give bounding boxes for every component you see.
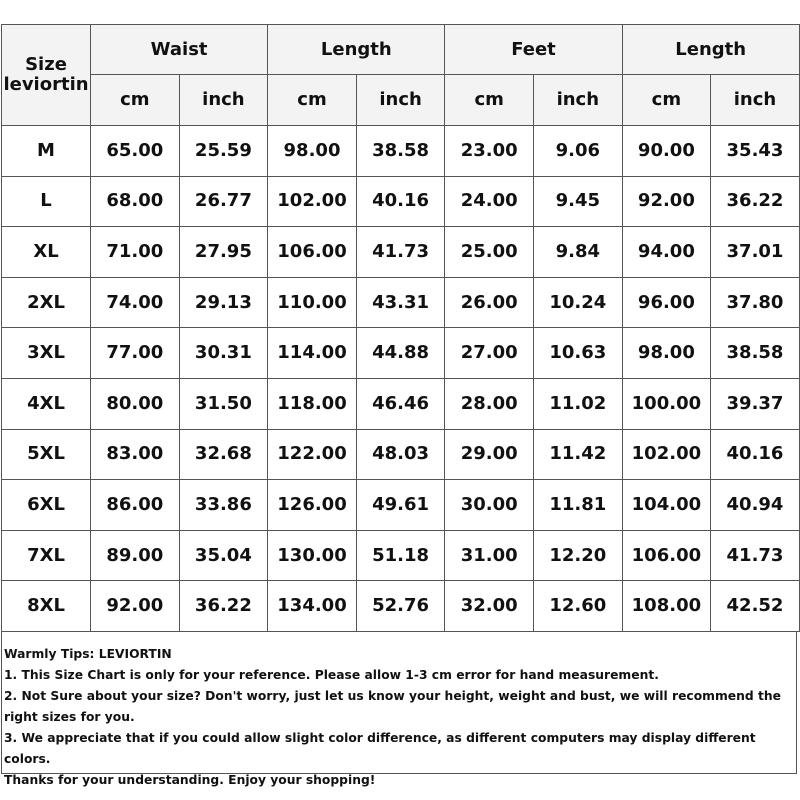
measurement-cell: 106.00: [622, 530, 711, 581]
table-row: [2, 480, 800, 531]
tip-line: 2. Not Sure about your size? Don't worry, just let us know your height, weight and bust, we will recommend the right sizes for you.: [4, 688, 781, 724]
measurement-cell: 23.00: [445, 126, 534, 177]
size-cell: XL: [2, 227, 91, 278]
measurement-cell: 10.63: [534, 328, 623, 379]
measurement-cell: 43.31: [356, 277, 445, 328]
measurement-cell: 12.20: [534, 530, 623, 581]
measurement-cell: 80.00: [91, 378, 180, 429]
tip-line: 1. This Size Chart is only for your reference. Please allow 1-3 cm error for hand measurement.: [4, 667, 659, 682]
size-table: [1, 24, 800, 632]
measurement-cell: 100.00: [622, 378, 711, 429]
measurement-cell: 102.00: [268, 176, 357, 227]
measurement-cell: 51.18: [356, 530, 445, 581]
size-header-label: Size: [25, 54, 67, 76]
size-cell: 7XL: [2, 530, 91, 581]
unit-header-row: [2, 75, 800, 126]
measurement-cell: 98.00: [268, 126, 357, 177]
measurement-cell: 122.00: [268, 429, 357, 480]
measurement-cell: 37.01: [711, 227, 800, 278]
unit-header: cm: [445, 75, 534, 126]
unit-header: cm: [622, 75, 711, 126]
measurement-cell: 118.00: [268, 378, 357, 429]
measurement-cell: 108.00: [622, 581, 711, 632]
measurement-cell: 71.00: [91, 227, 180, 278]
measurement-cell: 12.60: [534, 581, 623, 632]
measurement-cell: 26.77: [179, 176, 268, 227]
measurement-cell: 11.02: [534, 378, 623, 429]
measurement-cell: 24.00: [445, 176, 534, 227]
measurement-cell: 46.46: [356, 378, 445, 429]
size-cell: 2XL: [2, 277, 91, 328]
measurement-cell: 102.00: [622, 429, 711, 480]
unit-header: inch: [356, 75, 445, 126]
measurement-cell: 32.00: [445, 581, 534, 632]
measurement-cell: 10.24: [534, 277, 623, 328]
measurement-cell: 90.00: [622, 126, 711, 177]
measurement-cell: 9.84: [534, 227, 623, 278]
measurement-cell: 114.00: [268, 328, 357, 379]
tip-line: 3. We appreciate that if you could allow slight color difference, as different computers may display different colors.: [4, 730, 756, 766]
size-cell: 5XL: [2, 429, 91, 480]
measurement-cell: 35.43: [711, 126, 800, 177]
measurement-cell: 38.58: [356, 126, 445, 177]
tips-title: Warmly Tips: LEVIORTIN: [4, 646, 172, 661]
size-cell: M: [2, 126, 91, 177]
brand-header-label: leviortin: [3, 74, 89, 95]
table-row: [2, 227, 800, 278]
measurement-cell: 68.00: [91, 176, 180, 227]
tip-line: Thanks for your understanding. Enjoy your shopping!: [4, 772, 376, 787]
measurement-cell: 48.03: [356, 429, 445, 480]
size-column-header: [2, 25, 91, 126]
size-cell: 3XL: [2, 328, 91, 379]
measurement-cell: 44.88: [356, 328, 445, 379]
measurement-cell: 49.61: [356, 480, 445, 531]
measurement-cell: 36.22: [711, 176, 800, 227]
measurement-cell: 30.00: [445, 480, 534, 531]
measurement-cell: 38.58: [711, 328, 800, 379]
measurement-cell: 37.80: [711, 277, 800, 328]
measurement-cell: 92.00: [622, 176, 711, 227]
measurement-cell: 9.45: [534, 176, 623, 227]
measurement-cell: 92.00: [91, 581, 180, 632]
measurement-cell: 27.95: [179, 227, 268, 278]
measurement-cell: 25.00: [445, 227, 534, 278]
size-cell: L: [2, 176, 91, 227]
group-header-length: Length: [268, 25, 445, 75]
size-cell: 6XL: [2, 480, 91, 531]
measurement-cell: 27.00: [445, 328, 534, 379]
measurement-cell: 11.42: [534, 429, 623, 480]
measurement-cell: 40.16: [356, 176, 445, 227]
measurement-cell: 89.00: [91, 530, 180, 581]
table-row: [2, 277, 800, 328]
measurement-cell: 83.00: [91, 429, 180, 480]
size-cell: 4XL: [2, 378, 91, 429]
table-row: [2, 530, 800, 581]
group-header-feet: Feet: [445, 25, 622, 75]
measurement-cell: 33.86: [179, 480, 268, 531]
unit-header: cm: [91, 75, 180, 126]
measurement-cell: 134.00: [268, 581, 357, 632]
measurement-cell: 26.00: [445, 277, 534, 328]
measurement-cell: 36.22: [179, 581, 268, 632]
measurement-cell: 39.37: [711, 378, 800, 429]
unit-header: inch: [711, 75, 800, 126]
table-row: [2, 378, 800, 429]
measurement-cell: 9.06: [534, 126, 623, 177]
measurement-cell: 28.00: [445, 378, 534, 429]
measurement-cell: 42.52: [711, 581, 800, 632]
measurement-cell: 98.00: [622, 328, 711, 379]
measurement-cell: 104.00: [622, 480, 711, 531]
table-body: [2, 126, 800, 632]
table-row: [2, 126, 800, 177]
measurement-cell: 29.13: [179, 277, 268, 328]
measurement-cell: 77.00: [91, 328, 180, 379]
group-header-length-2: Length: [622, 25, 799, 75]
measurement-cell: 31.50: [179, 378, 268, 429]
unit-header: inch: [534, 75, 623, 126]
measurement-cell: 11.81: [534, 480, 623, 531]
table-row: [2, 429, 800, 480]
measurement-cell: 130.00: [268, 530, 357, 581]
measurement-cell: 30.31: [179, 328, 268, 379]
measurement-cell: 65.00: [91, 126, 180, 177]
measurement-cell: 74.00: [91, 277, 180, 328]
measurement-cell: 110.00: [268, 277, 357, 328]
measurement-cell: 96.00: [622, 277, 711, 328]
table-row: [2, 176, 800, 227]
table-row: [2, 328, 800, 379]
group-header-waist: Waist: [91, 25, 268, 75]
measurement-cell: 31.00: [445, 530, 534, 581]
table-row: [2, 581, 800, 632]
measurement-cell: 40.94: [711, 480, 800, 531]
measurement-cell: 32.68: [179, 429, 268, 480]
unit-header: inch: [179, 75, 268, 126]
measurement-cell: 52.76: [356, 581, 445, 632]
measurement-cell: 41.73: [711, 530, 800, 581]
group-header-row: [2, 25, 800, 75]
measurement-cell: 94.00: [622, 227, 711, 278]
unit-header: cm: [268, 75, 357, 126]
measurement-cell: 41.73: [356, 227, 445, 278]
measurement-cell: 40.16: [711, 429, 800, 480]
size-chart: [0, 24, 800, 787]
size-cell: 8XL: [2, 581, 91, 632]
measurement-cell: 106.00: [268, 227, 357, 278]
measurement-cell: 25.59: [179, 126, 268, 177]
measurement-cell: 86.00: [91, 480, 180, 531]
measurement-cell: 126.00: [268, 480, 357, 531]
tips-section: [1, 632, 797, 787]
measurement-cell: 35.04: [179, 530, 268, 581]
measurement-cell: 29.00: [445, 429, 534, 480]
